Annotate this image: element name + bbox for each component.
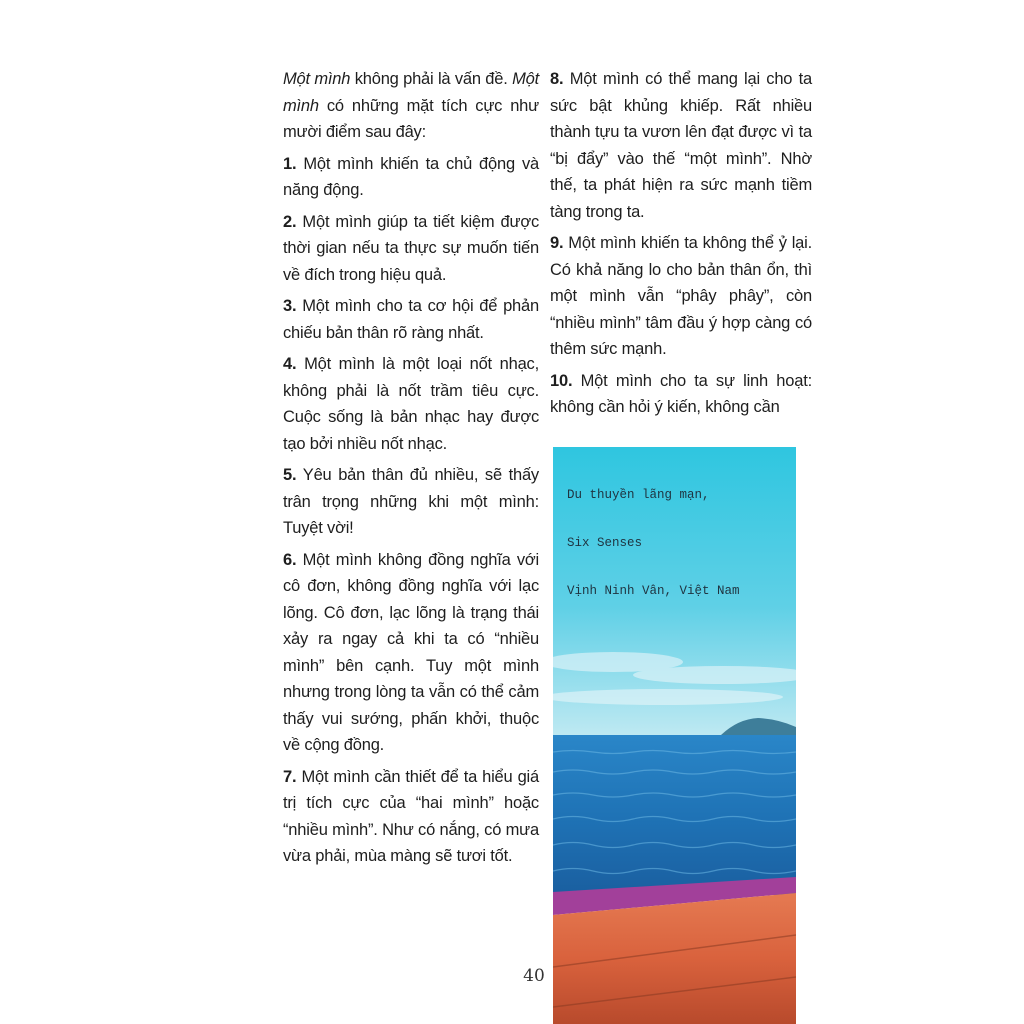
item-number: 1. [283,154,297,173]
intro-paragraph [283,66,539,146]
photo-caption [567,455,740,631]
list-item-7 [283,764,539,870]
item-number: 6. [283,550,297,569]
list-item-8 [550,66,812,225]
item-number: 4. [283,355,297,373]
intro-text-1: không phải là vấn đề. [350,70,513,88]
caption-line-1: Du thuyền lãng mạn, [567,488,710,502]
item-text: Một mình cần thiết để ta hiểu giá trị tích cực của “hai mình” hoặc “nhiều mình”. Như có nắng, có mưa vừa phải, mùa màng sẽ tươi tốt. [283,767,539,865]
caption-line-2: Six Senses [567,536,643,550]
intro-emphasis-2: Một mình [283,70,539,115]
boat-hull [553,893,796,1024]
item-text: Một mình cho ta cơ hội để phản chiếu bản thân rõ ràng nhất. [283,297,539,342]
item-text: Một mình là một loại nốt nhạc, không phải là nốt trầm tiêu cực. Cuộc sống là bản nhạc hay được tạo bởi nhiều nốt nhạc. [283,355,539,453]
list-item-10 [550,368,812,421]
right-text-column [550,66,812,426]
list-item-1 [283,151,539,204]
item-number: 3. [283,297,297,315]
item-text: Một mình có thể mang lại cho ta sức bật khủng khiếp. Rất nhiều thành tựu ta vươn lên đạt được vì ta “bị đẩy” vào thế “một mình”. Nhờ thế, ta phát hiện ra sức mạnh tiềm tàng trong ta. [550,70,812,221]
list-item-6 [283,547,539,759]
item-text: Một mình giúp ta tiết kiệm được thời gian nếu ta thực sự muốn tiến về đích trong hiệu quả. [283,212,539,284]
left-text-column [283,66,539,875]
item-number: 7. [283,767,297,786]
list-item-3 [283,293,539,346]
caption-line-3: Vịnh Ninh Vân, Việt Nam [567,584,740,598]
item-number: 5. [283,466,297,484]
item-text: Một mình khiến ta không thể ỷ lại. Có khả năng lo cho bản thân ổn, thì một mình vẫn “phây phây”, còn “nhiều mình” tâm đầu ý hợp càng có thêm sức mạnh. [550,234,812,358]
item-number: 2. [283,212,297,231]
item-text: Một mình cho ta sự linh hoạt: không cần hỏi ý kiến, không cần [550,371,812,416]
list-item-5 [283,462,539,542]
item-number: 8. [550,70,564,88]
item-number: 10. [550,371,573,390]
intro-text-2: có những mặt tích cực như mười điểm sau đây: [283,96,539,141]
page-number: 40 [523,966,545,986]
list-item-9 [550,230,812,363]
list-item-2 [283,209,539,289]
intro-emphasis-1: Một mình [283,70,351,88]
item-text: Yêu bản thân đủ nhiều, sẽ thấy trân trọng những khi một mình: Tuyệt vời! [283,466,539,537]
item-text: Một mình khiến ta chủ động và năng động. [283,154,539,199]
list-item-4 [283,351,539,457]
sea-boat-photo [553,447,796,1024]
item-text: Một mình không đồng nghĩa với cô đơn, không đồng nghĩa với lạc lõng. Cô đơn, lạc lõng là trạng thái xảy ra ngay cả khi ta có “nhiều mình” bên cạnh. Tuy một mình nhưng trong lòng ta vẫn có thể cảm thấy vui sướng, phấn khởi, thuộc về cộng đồng. [283,550,539,754]
item-number: 9. [550,234,564,252]
